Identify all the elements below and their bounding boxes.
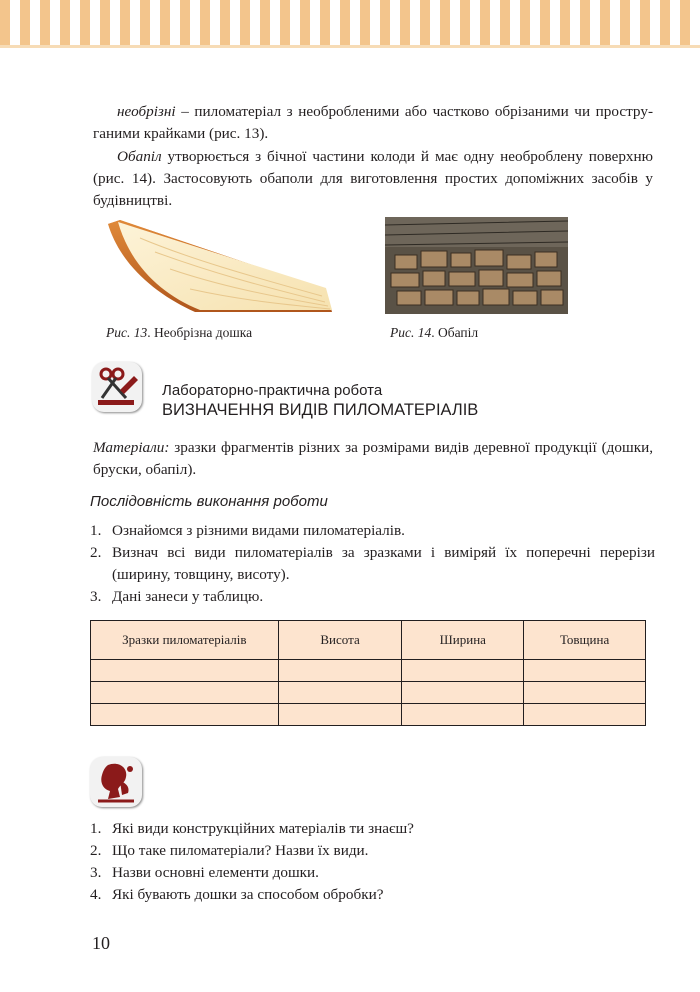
unedged-board-illustration: [100, 214, 340, 316]
table-cell[interactable]: [524, 660, 646, 682]
step-number: 2.: [90, 544, 102, 561]
list-item: [90, 862, 414, 884]
table-header-cell: Висота: [278, 621, 402, 660]
figure-13-text: . Необрізна дошка: [147, 325, 253, 340]
step-text: Ознайомся з різними видами пиломатеріалів.: [112, 522, 405, 539]
table-cell[interactable]: [278, 660, 402, 682]
table-cell[interactable]: [524, 682, 646, 704]
steps-list: [90, 520, 655, 608]
figure-14-number: Рис. 14: [390, 325, 432, 340]
tools-icon: [92, 362, 142, 412]
table-row: [91, 660, 646, 682]
question-text: Які бувають дошки за способом обробки?: [112, 886, 384, 903]
question-text: Які види конструкційних матеріалів ти знаєш?: [112, 820, 414, 837]
lab-title: ВИЗНАЧЕННЯ ВИДІВ ПИЛОМАТЕРІАЛІВ: [162, 401, 479, 419]
paragraph-unedged: [93, 101, 653, 145]
list-item: [90, 884, 414, 906]
step-text: Дані занеси у таблицю.: [112, 588, 264, 605]
step-text: Визнач всі види пиломатеріалів за зразками і виміряй їх поперечні перерізи (ширину, товщину, висоту).: [112, 544, 655, 583]
list-item: [90, 586, 655, 608]
question-text: Що таке пиломатеріали? Назви їх види.: [112, 842, 369, 859]
sequence-heading: Послідовність виконання роботи: [90, 493, 328, 510]
table-cell[interactable]: [402, 682, 524, 704]
lab-subtitle: Лабораторно-практична робота: [162, 382, 383, 399]
table-row: [91, 682, 646, 704]
figure-14-caption: [390, 325, 478, 341]
list-item: [90, 840, 414, 862]
step-number: 3.: [90, 588, 102, 605]
question-number: 1.: [90, 820, 102, 837]
table-cell[interactable]: [278, 704, 402, 726]
list-item: [90, 542, 655, 586]
figure-13-number: Рис. 13: [106, 325, 148, 340]
question-number: 3.: [90, 864, 102, 881]
figure-13-caption: [106, 325, 252, 341]
term-unedged: необрізні: [117, 103, 176, 120]
page-number: 10: [92, 933, 110, 953]
table-cell[interactable]: [91, 682, 279, 704]
table-header-cell: Товщина: [524, 621, 646, 660]
table-cell[interactable]: [524, 704, 646, 726]
measurements-table: [90, 620, 646, 726]
materials-text: зразки фрагментів різних за розмірами видів деревної продукції (дошки, бруски, обапіл).: [93, 439, 653, 478]
table-header-cell: Ширина: [402, 621, 524, 660]
paragraph-slab-text: утворюється з бічної частини колоди й має одну необроблену поверхню (рис. 14). Застосовують обаполи для виготовлення простих допоміжних засобів у будівництві.: [93, 148, 653, 209]
table-header-cell: Зразки пиломатеріалів: [91, 621, 279, 660]
table-row: [91, 704, 646, 726]
question-text: Назви основні елементи дошки.: [112, 864, 319, 881]
term-slab: Обапіл: [117, 148, 162, 165]
paragraph-unedged-text: – пиломатеріал з необробленими або частково обрізаними чи проструганими крайками (рис. 13).: [93, 103, 653, 142]
materials-label: Матеріали:: [93, 439, 170, 456]
table-cell[interactable]: [91, 660, 279, 682]
top-decorative-stripes: [0, 0, 700, 45]
table-cell[interactable]: [91, 704, 279, 726]
thinker-icon: [90, 757, 142, 807]
materials-paragraph: [93, 437, 653, 481]
question-number: 2.: [90, 842, 102, 859]
table-cell[interactable]: [402, 704, 524, 726]
slab-stack-photo: [385, 217, 568, 314]
step-number: 1.: [90, 522, 102, 539]
paragraph-slab: [93, 146, 653, 212]
questions-list: [90, 818, 414, 906]
question-number: 4.: [90, 886, 102, 903]
table-header-row: [91, 621, 646, 660]
table-cell[interactable]: [402, 660, 524, 682]
list-item: [90, 818, 414, 840]
figure-14-text: . Обапіл: [431, 325, 479, 340]
list-item: [90, 520, 655, 542]
table-cell[interactable]: [278, 682, 402, 704]
